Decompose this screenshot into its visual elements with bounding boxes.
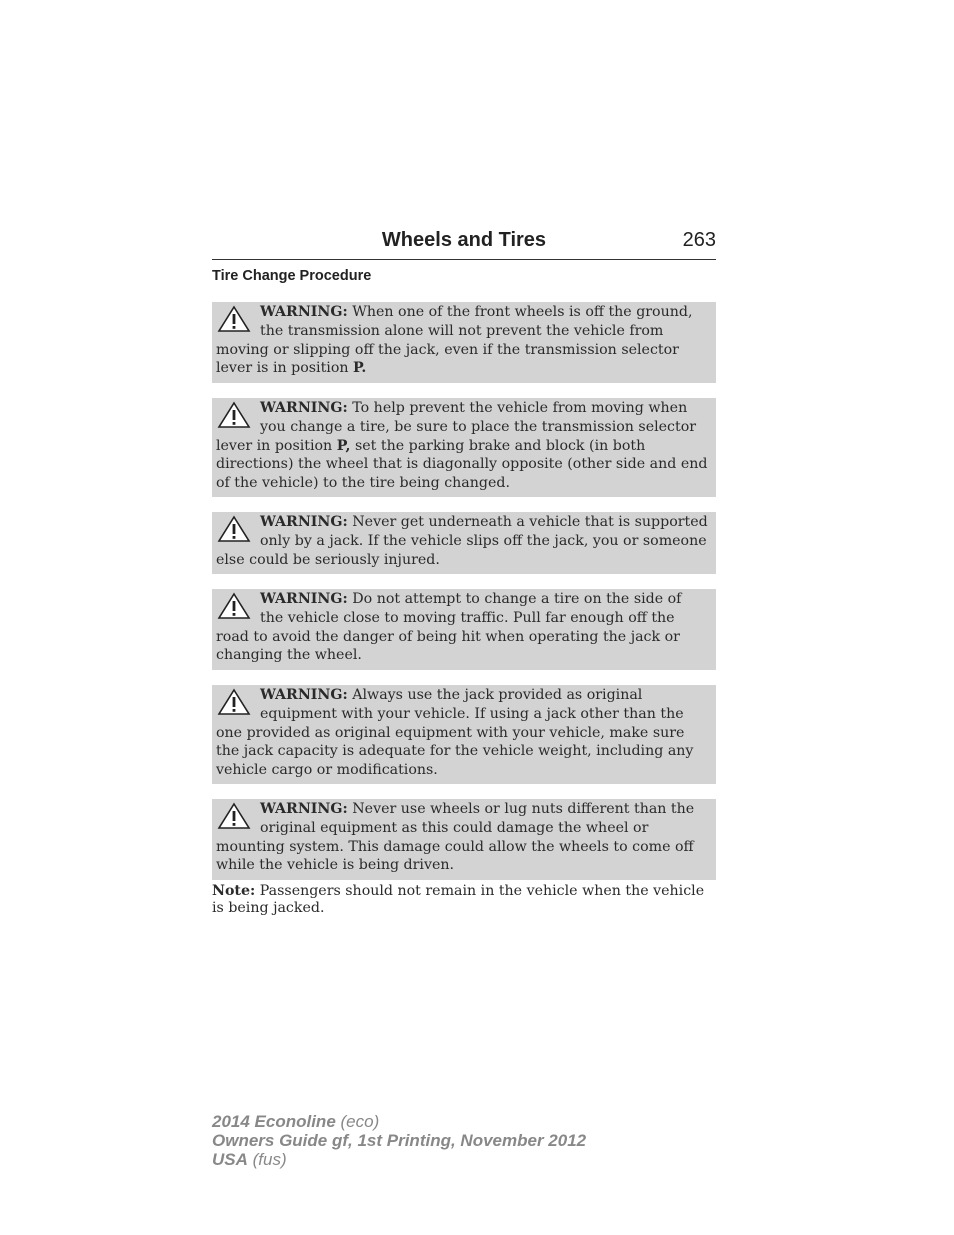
warning-body: To help prevent the vehicle from moving when you change a tire, be sure to place the transmission selector lever in position (216, 400, 697, 454)
warning-box (212, 512, 716, 574)
warning-triangle-icon (217, 688, 251, 716)
warning-box (212, 799, 716, 880)
footer-market: USA (212, 1150, 248, 1169)
note-paragraph (212, 883, 708, 917)
footer-line-3 (212, 1150, 586, 1169)
footer-market-code: (fus) (247, 1150, 287, 1169)
warning-triangle-icon (217, 515, 251, 543)
warning-label: WARNING: (260, 514, 348, 530)
warning-label: WARNING: (260, 687, 348, 703)
warning-emphasis: P. (353, 360, 367, 377)
footer-line-2: Owners Guide gf, 1st Printing, November 2012 (212, 1131, 587, 1150)
warning-box (212, 398, 716, 497)
footer-model-code: (eco) (335, 1112, 380, 1131)
warning-body: Always use the jack provided as original equipment with your vehicle. If using a jack other than the one provided as original equipment with your vehicle, make sure the jack capacity is adequate for the vehicle weight, including any vehicle cargo or modifications. (216, 687, 694, 779)
warning-box (212, 589, 716, 670)
warning-triangle-icon (217, 802, 251, 830)
section-title: Tire Change Procedure (212, 268, 372, 284)
warning-label: WARNING: (260, 801, 348, 817)
warning-body: Never use wheels or lug nuts different than the original equipment as this could damage the wheel or mounting system. This damage could allow the wheels to come off while the vehicle is being driven. (216, 801, 695, 874)
page-footer (212, 1112, 586, 1169)
warning-text (216, 303, 708, 378)
note-text: Passengers should not remain in the vehicle when the vehicle is being jacked. (212, 883, 705, 916)
chapter-title: Wheels and Tires (381, 229, 547, 251)
warning-emphasis: P, (336, 437, 351, 454)
footer-model: 2014 Econoline (212, 1112, 336, 1131)
warning-triangle-icon (217, 401, 251, 429)
warning-body: Do not attempt to change a tire on the side of the vehicle close to moving traffic. Pull far enough off the road to avoid the danger of being hit when operating the jack or changing the wheel. (216, 591, 682, 664)
warning-triangle-icon (217, 592, 251, 620)
page-header (212, 229, 716, 260)
warning-body: Never get underneath a vehicle that is supported only by a jack. If the vehicle slips off the jack, you or someone else could be seriously injured. (216, 514, 708, 568)
note-label: Note: (212, 883, 256, 899)
warning-text (216, 513, 708, 569)
warning-body-end: set the parking brake and block (in both directions) the wheel that is diagonally opposite (other side and end of the vehicle) to the tire being changed. (216, 437, 708, 492)
warning-label: WARNING: (260, 400, 348, 416)
warning-text (216, 800, 708, 875)
footer-line-1 (212, 1112, 586, 1131)
warning-text (216, 590, 708, 665)
warning-box (212, 302, 716, 383)
warning-text (216, 686, 708, 780)
warning-label: WARNING: (260, 591, 348, 607)
warning-text (216, 399, 708, 493)
warning-body: When one of the front wheels is off the ground, the transmission alone will not prevent the vehicle from moving or slipping off the jack, even if the transmission selector lever is in position (216, 304, 693, 377)
page-number: 263 (682, 229, 716, 251)
warning-box (212, 685, 716, 784)
warning-label: WARNING: (260, 304, 348, 320)
warning-triangle-icon (217, 305, 251, 333)
